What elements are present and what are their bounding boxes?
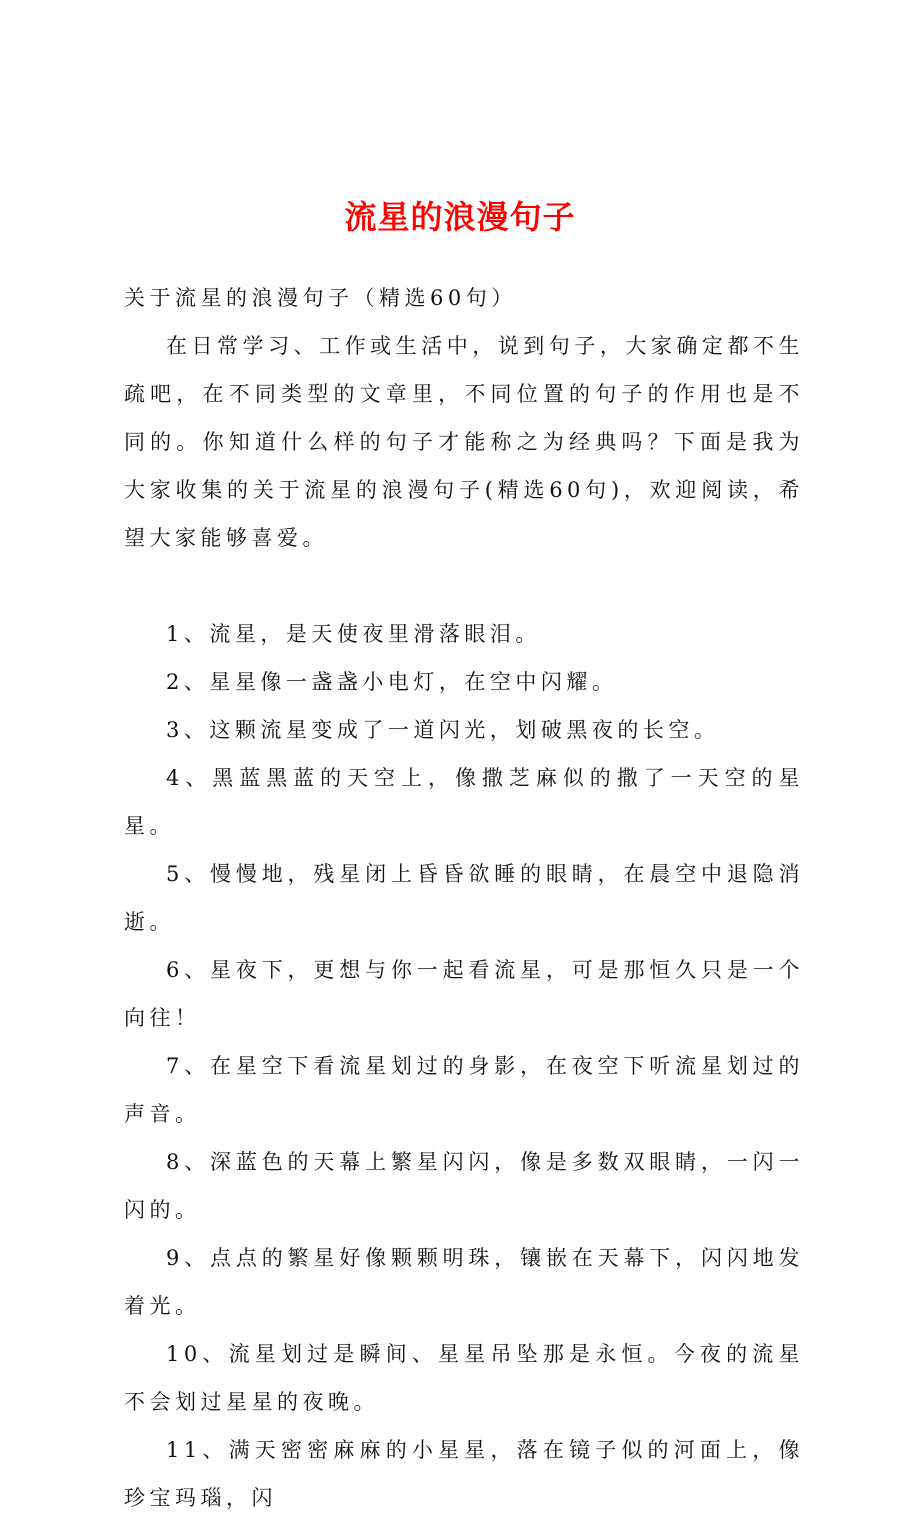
list-item: 11、满天密密麻麻的小星星，落在镜子似的河面上，像珍宝玛瑙，闪 bbox=[124, 1438, 804, 1510]
document-title: 流星的浪漫句子 bbox=[344, 198, 576, 236]
list-item: 10、流星划过是瞬间、星星吊坠那是永恒。今夜的流星不会划过星星的夜晚。 bbox=[124, 1342, 804, 1414]
list-item: 5、慢慢地，残星闭上昏昏欲睡的眼睛，在晨空中退隐消逝。 bbox=[124, 862, 804, 934]
list-item: 1、流星，是天使夜里滑落眼泪。 bbox=[166, 622, 541, 646]
spacer bbox=[124, 562, 804, 610]
list-item: 6、星夜下，更想与你一起看流星，可是那恒久只是一个向往！ bbox=[124, 958, 804, 1030]
list-item: 4、黑蓝黑蓝的天空上，像撒芝麻似的撒了一天空的星星。 bbox=[124, 766, 804, 838]
list-item: 3、这颗流星变成了一道闪光，划破黑夜的长空。 bbox=[166, 718, 720, 742]
list-item: 7、在星空下看流星划过的身影，在夜空下听流星划过的声音。 bbox=[124, 1054, 804, 1126]
intro-paragraph: 在日常学习、工作或生活中，说到句子，大家确定都不生疏吧，在不同类型的文章里，不同位置的句子的作用也是不同的。你知道什么样的句子才能称之为经典吗？下面是我为大家收集的关于流星的浪漫句子(精选60句)，欢迎阅读，希望大家能够喜爱。 bbox=[124, 334, 804, 550]
document-body bbox=[124, 274, 804, 1522]
list-item: 2、星星像一盏盏小电灯，在空中闪耀。 bbox=[166, 670, 618, 694]
list-item: 8、深蓝色的天幕上繁星闪闪，像是多数双眼睛，一闪一闪的。 bbox=[124, 1150, 804, 1222]
subtitle: 关于流星的浪漫句子（精选60句） bbox=[124, 286, 517, 310]
list-item: 9、点点的繁星好像颗颗明珠，镶嵌在天幕下，闪闪地发着光。 bbox=[124, 1246, 804, 1318]
